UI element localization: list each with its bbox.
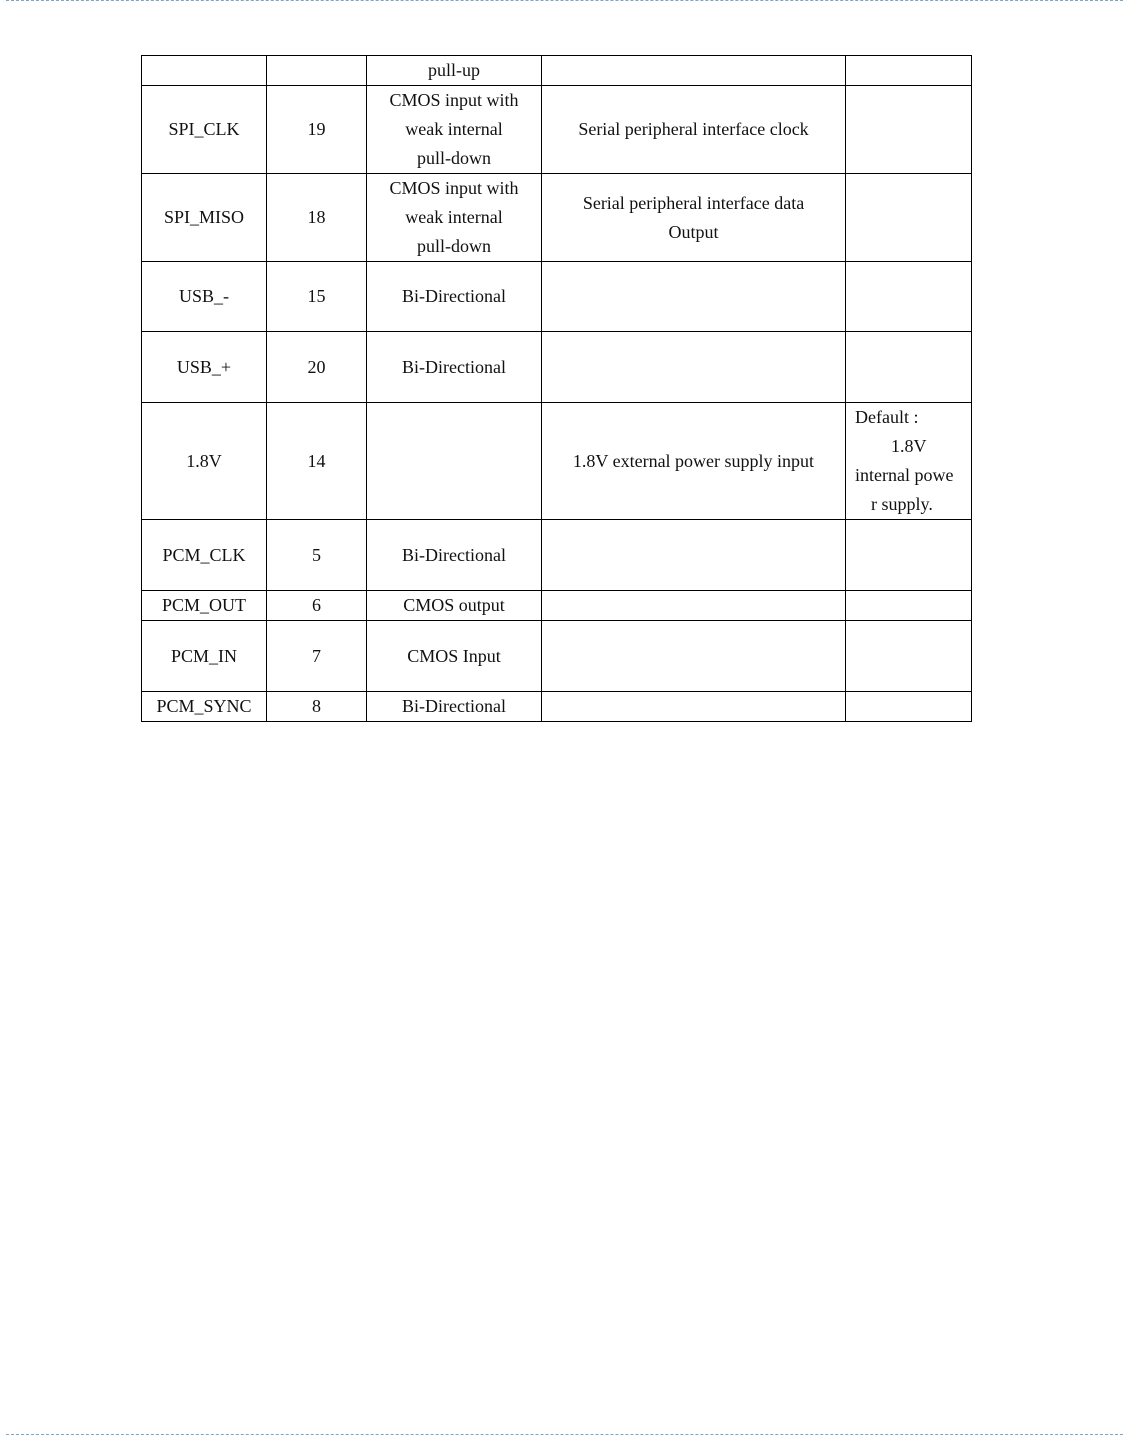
pin-type-line: Bi-Directional <box>402 286 506 306</box>
pin-notes-cell <box>846 262 972 332</box>
pin-type-cell <box>367 174 542 262</box>
pin-name-cell: USB_+ <box>142 332 267 403</box>
table-row <box>142 56 972 86</box>
pin-name-cell: USB_- <box>142 262 267 332</box>
pin-description-cell <box>542 56 846 86</box>
pin-type-line: Bi-Directional <box>402 544 506 565</box>
pin-notes-cell <box>846 86 972 174</box>
pin-description-table <box>141 55 972 722</box>
pin-type-line: pull-up <box>428 60 480 80</box>
pin-name-cell: PCM_OUT <box>142 591 267 621</box>
pin-number-cell: 5 <box>267 520 367 591</box>
table-row <box>142 621 972 692</box>
pin-name-cell: SPI_MISO <box>142 174 267 262</box>
pin-notes-cell <box>846 403 972 520</box>
pin-type-cell <box>367 692 542 722</box>
pin-description-line: Serial peripheral interface data <box>582 192 805 213</box>
pin-name-cell <box>142 56 267 86</box>
pin-notes-line: Default : <box>855 407 919 427</box>
table-row <box>142 262 972 332</box>
table-row <box>142 332 972 403</box>
page-bottom-rule <box>6 1434 1123 1435</box>
pin-number-cell: 6 <box>267 591 367 621</box>
pin-name-cell: PCM_CLK <box>142 520 267 591</box>
pin-description-line: Output <box>668 221 719 242</box>
pin-number-cell <box>267 56 367 86</box>
pin-type-line: Bi-Directional <box>402 696 506 716</box>
pin-notes-cell <box>846 56 972 86</box>
pin-name-cell: 1.8V <box>142 403 267 520</box>
pin-type-line: weak internal <box>405 119 503 139</box>
pin-type-line: weak internal <box>405 207 503 227</box>
pin-type-cell <box>367 332 542 403</box>
pin-number-cell: 8 <box>267 692 367 722</box>
pin-type-cell <box>367 621 542 692</box>
table-row <box>142 520 972 591</box>
table-row <box>142 591 972 621</box>
pin-type-line: CMOS Input <box>407 645 501 666</box>
pin-notes-line: internal powe <box>855 465 954 485</box>
pin-description-cell <box>542 692 846 722</box>
pin-description-cell <box>542 520 846 591</box>
pin-description-cell <box>542 174 846 262</box>
pin-description-line: 1.8V external power supply input <box>572 450 815 471</box>
pin-notes-cell <box>846 174 972 262</box>
pin-name-cell: SPI_CLK <box>142 86 267 174</box>
pin-type-line: Bi-Directional <box>402 356 506 377</box>
pin-number-cell: 7 <box>267 621 367 692</box>
pin-name-cell: PCM_IN <box>142 621 267 692</box>
pin-description-cell <box>542 591 846 621</box>
table-row <box>142 403 972 520</box>
pin-notes-cell <box>846 692 972 722</box>
pin-type-cell <box>367 86 542 174</box>
pin-notes-cell <box>846 591 972 621</box>
pin-type-line: CMOS output <box>403 595 505 615</box>
pin-notes-cell <box>846 621 972 692</box>
pin-description-cell <box>542 86 846 174</box>
pin-type-line: pull-down <box>417 236 491 256</box>
pin-notes-line: r supply. <box>871 494 933 514</box>
pin-number-cell: 18 <box>267 174 367 262</box>
pin-type-line: pull-down <box>417 148 491 168</box>
pin-type-line: CMOS input with <box>389 90 519 110</box>
pin-type-cell <box>367 262 542 332</box>
pin-type-cell <box>367 56 542 86</box>
pin-notes-cell <box>846 520 972 591</box>
pin-description-cell <box>542 403 846 520</box>
pin-description-cell <box>542 332 846 403</box>
pin-name-cell: PCM_SYNC <box>142 692 267 722</box>
pin-description-cell <box>542 621 846 692</box>
pin-number-cell: 15 <box>267 262 367 332</box>
pin-type-cell <box>367 591 542 621</box>
pin-notes-line: 1.8V <box>891 436 927 456</box>
pin-type-cell <box>367 403 542 520</box>
pin-description-line: Serial peripheral interface clock <box>578 119 809 139</box>
pin-number-cell: 14 <box>267 403 367 520</box>
table-row <box>142 174 972 262</box>
page-top-rule <box>6 0 1123 1</box>
pin-number-cell: 20 <box>267 332 367 403</box>
pin-description-cell <box>542 262 846 332</box>
pin-type-cell <box>367 520 542 591</box>
table-row <box>142 692 972 722</box>
pin-type-line: CMOS input with <box>389 178 519 198</box>
pin-number-cell: 19 <box>267 86 367 174</box>
pin-notes-cell <box>846 332 972 403</box>
table-row <box>142 86 972 174</box>
